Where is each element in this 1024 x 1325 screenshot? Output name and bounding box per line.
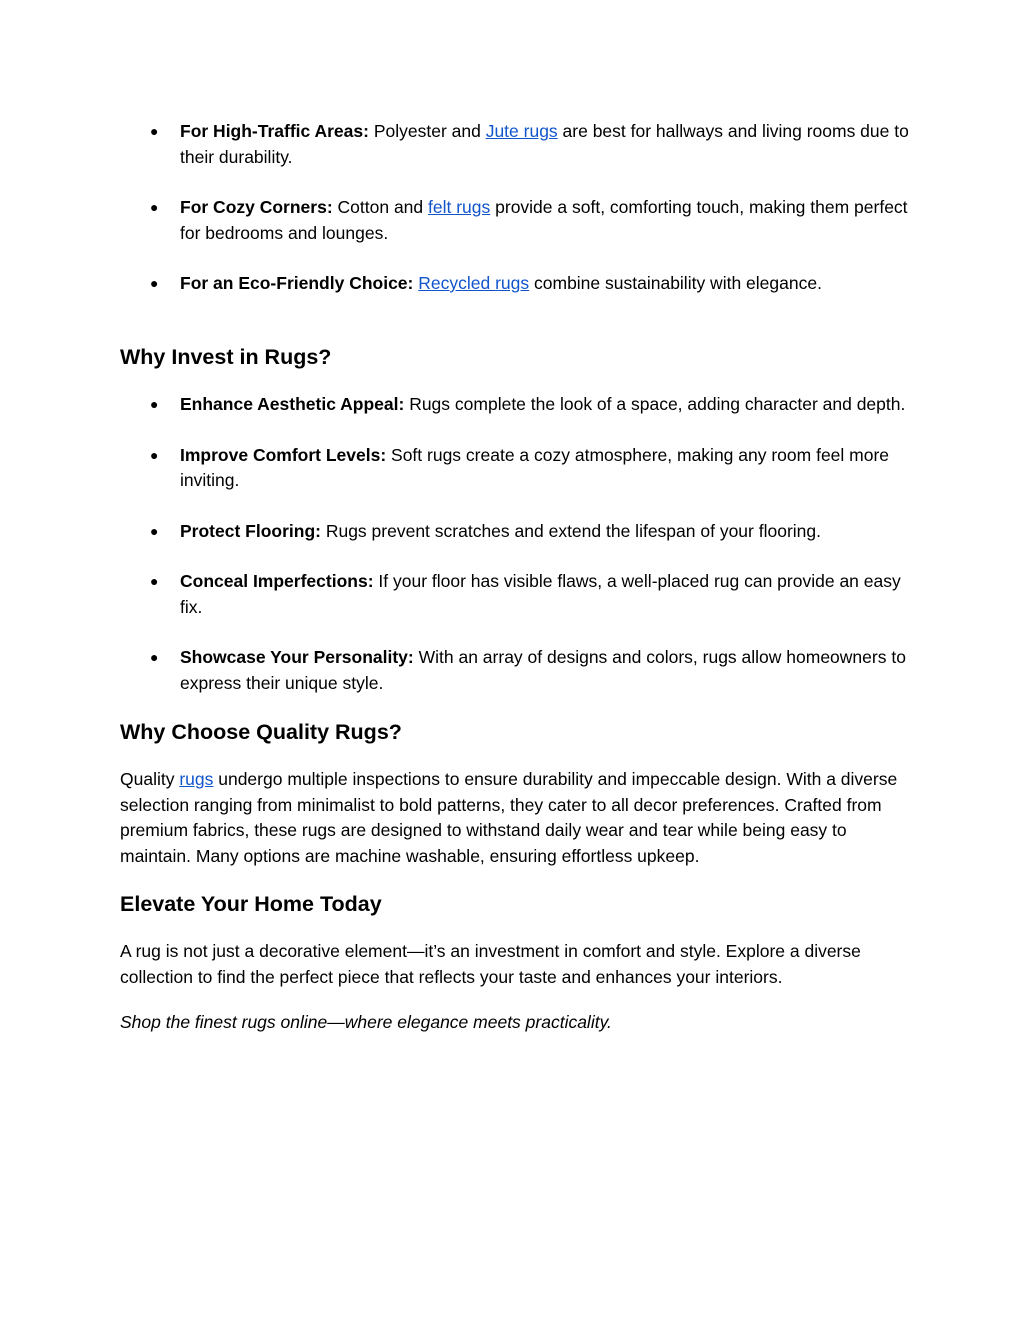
item-lead: For an Eco-Friendly Choice: — [180, 273, 414, 293]
item-text: provide a soft, comforting touch, making them perfect for bedrooms and lounges. — [180, 197, 908, 243]
section-heading: Why Choose Quality Rugs? — [120, 720, 402, 744]
rug-types-list — [120, 119, 910, 297]
item-text: combine sustainability with elegance. — [529, 273, 822, 293]
list-item — [120, 392, 910, 418]
tagline-wrap — [120, 1010, 910, 1036]
bullet-icon: ● — [150, 446, 159, 463]
rugs-link[interactable]: rugs — [179, 769, 214, 789]
felt-rugs-link[interactable]: felt rugs — [428, 197, 491, 217]
item-text: Polyester and — [368, 121, 486, 141]
bullet-icon: ● — [150, 522, 159, 539]
list-item — [120, 645, 910, 696]
list-item — [120, 519, 910, 545]
list-item — [120, 569, 910, 620]
why-invest-list — [120, 392, 910, 696]
item-text: are best for hallways and living rooms due to their durability. — [180, 121, 909, 167]
recycled-rugs-link[interactable]: Recycled rugs — [418, 273, 530, 293]
bullet-icon: ● — [150, 199, 159, 215]
list-item — [120, 443, 910, 494]
item-text: With an array of designs and colors, rugs allow homeowners to express their unique style. — [180, 647, 906, 693]
paragraph-text: Quality — [120, 769, 180, 789]
why-quality-paragraph — [120, 767, 910, 869]
why-invest-list-wrap — [120, 392, 910, 696]
elevate-paragraph: A rug is not just a decorative element—it’s an investment in comfort and style. Explore a diverse collection to find the perfect piece that reflects your taste and enhances your interiors. — [120, 941, 861, 987]
why-invest-section — [120, 343, 910, 371]
item-text: Soft rugs create a cozy atmosphere, making any room feel more inviting. — [180, 444, 890, 490]
list-item — [120, 195, 910, 246]
bullet-icon: ● — [150, 649, 159, 665]
tagline: Shop the finest rugs online—where elegance meets practicality. — [120, 1012, 612, 1032]
why-quality-paragraph-wrap — [120, 767, 910, 869]
item-text: If your floor has visible flaws, a well-placed rug can provide an easy fix. — [180, 571, 901, 617]
item-text: Rugs complete the look of a space, adding character and depth. — [404, 394, 906, 414]
jute-rugs-link[interactable]: Jute rugs — [485, 121, 558, 141]
item-lead: Enhance Aesthetic Appeal: — [180, 394, 405, 414]
elevate-paragraph-wrap — [120, 939, 910, 990]
elevate-section — [120, 890, 910, 918]
item-lead: Protect Flooring: — [180, 520, 321, 541]
section-heading: Elevate Your Home Today — [120, 892, 382, 916]
bullet-icon: ● — [150, 275, 159, 291]
item-text: Cotton and — [332, 197, 429, 217]
item-lead: For High-Traffic Areas: — [180, 121, 369, 141]
paragraph-text: undergo multiple inspections to ensure durability and impeccable design. With a diverse selection ranging from minimalist to bold patterns, they cater to all decor preferences. Crafted from premium fabrics, these rugs are designed to withstand daily wear and tear while being easy to maintain. Many options are machine washable, ensuring effortless upkeep. — [120, 769, 898, 866]
item-lead: For Cozy Corners: — [180, 197, 333, 217]
item-lead: Showcase Your Personality: — [180, 647, 414, 667]
item-text: Rugs prevent scratches and extend the lifespan of your flooring. — [320, 520, 821, 541]
item-lead: Conceal Imperfections: — [180, 571, 374, 591]
bullet-icon: ● — [150, 396, 159, 412]
section-heading: Why Invest in Rugs? — [120, 345, 332, 369]
why-quality-section — [120, 718, 910, 746]
list-item — [120, 271, 910, 297]
rug-types-section — [120, 119, 910, 297]
bullet-icon: ● — [150, 123, 159, 139]
item-lead: Improve Comfort Levels: — [180, 444, 387, 465]
list-item — [120, 119, 910, 170]
bullet-icon: ● — [150, 573, 159, 589]
